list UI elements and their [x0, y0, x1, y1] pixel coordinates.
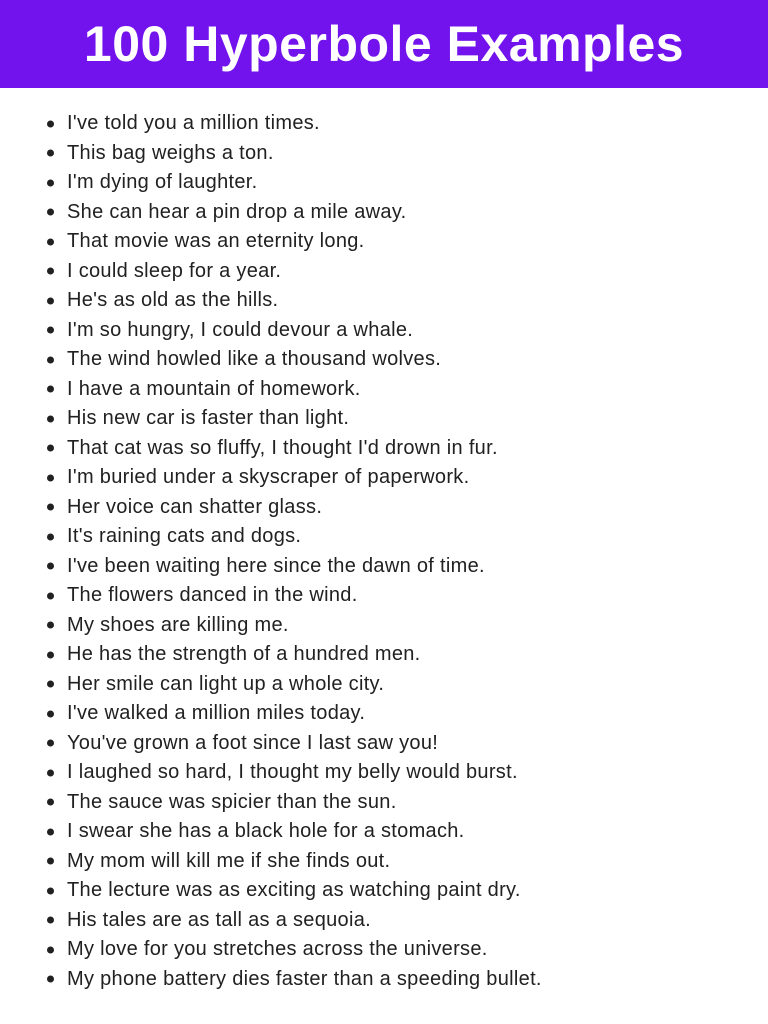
list-item: The lecture was as exciting as watching paint dry.: [0, 876, 768, 906]
list-item: The wind howled like a thousand wolves.: [0, 345, 768, 375]
page-title: 100 Hyperbole Examples: [83, 16, 685, 72]
list-item: My mom will kill me if she finds out.: [0, 847, 768, 877]
hyperbole-list-section: [0, 88, 768, 994]
list-item: His tales are as tall as a sequoia.: [0, 906, 768, 936]
list-item: My love for you stretches across the universe.: [0, 935, 768, 965]
list-item: I'm buried under a skyscraper of paperwork.: [0, 463, 768, 493]
list-item: That movie was an eternity long.: [0, 227, 768, 257]
list-item: She can hear a pin drop a mile away.: [0, 198, 768, 228]
list-item: Her voice can shatter glass.: [0, 493, 768, 523]
list-item: I laughed so hard, I thought my belly would burst.: [0, 758, 768, 788]
list-item: This bag weighs a ton.: [0, 139, 768, 169]
list-item: I've been waiting here since the dawn of time.: [0, 552, 768, 582]
list-item: That cat was so fluffy, I thought I'd drown in fur.: [0, 434, 768, 464]
list-item: I'm so hungry, I could devour a whale.: [0, 316, 768, 346]
list-item: I could sleep for a year.: [0, 257, 768, 287]
list-item: Her smile can light up a whole city.: [0, 670, 768, 700]
list-item: He has the strength of a hundred men.: [0, 640, 768, 670]
list-item: I'm dying of laughter.: [0, 168, 768, 198]
title-banner: [0, 0, 768, 88]
list-item: My phone battery dies faster than a speeding bullet.: [0, 965, 768, 995]
list-item: He's as old as the hills.: [0, 286, 768, 316]
list-item: The sauce was spicier than the sun.: [0, 788, 768, 818]
hyperbole-list: [0, 109, 768, 994]
list-item: I've told you a million times.: [0, 109, 768, 139]
list-item: It's raining cats and dogs.: [0, 522, 768, 552]
list-item: You've grown a foot since I last saw you!: [0, 729, 768, 759]
list-item: The flowers danced in the wind.: [0, 581, 768, 611]
list-item: I have a mountain of homework.: [0, 375, 768, 405]
list-item: My shoes are killing me.: [0, 611, 768, 641]
list-item: His new car is faster than light.: [0, 404, 768, 434]
list-item: I've walked a million miles today.: [0, 699, 768, 729]
list-item: I swear she has a black hole for a stomach.: [0, 817, 768, 847]
